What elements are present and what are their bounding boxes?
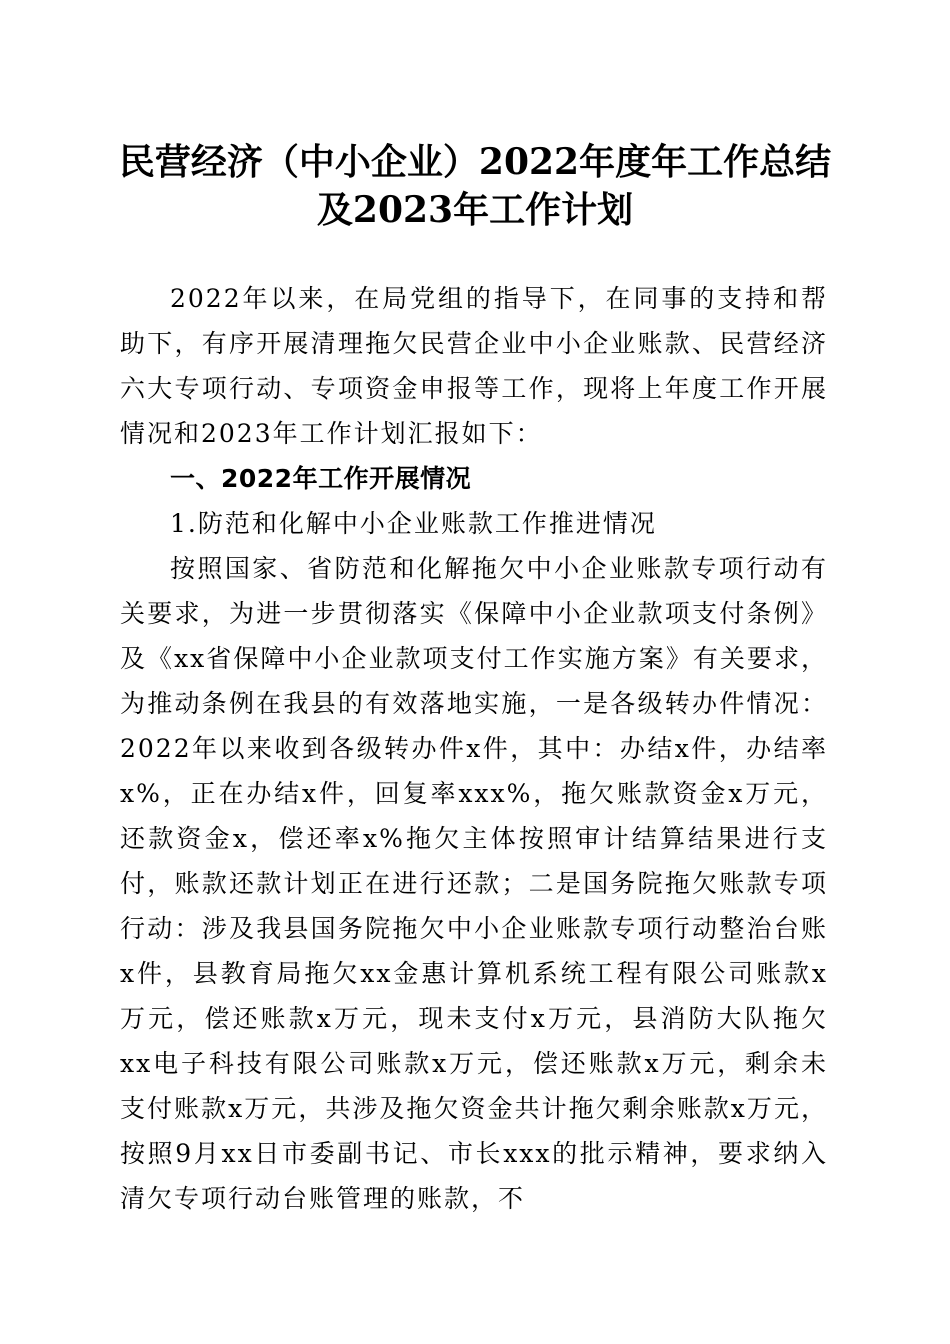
document-body: [120, 276, 828, 1221]
section-heading: 一、2022年工作开展情况: [170, 464, 472, 493]
title-line-1: 民营经济（中小企业）2022年度年工作总结: [118, 141, 832, 183]
title-line-2: 及2023年工作计划: [316, 189, 634, 231]
subsection-heading: 1.防范和化解中小企业账款工作推进情况: [170, 509, 657, 538]
document-title: [110, 138, 840, 234]
intro-paragraph: 2022年以来，在局党组的指导下，在同事的支持和帮助下，有序开展清理拖欠民营企业中小企业账款、民营经济六大专项行动、专项资金申报等工作，现将上年度工作开展情况和2023年工作计划汇报如下：: [120, 284, 828, 448]
body-paragraph: 按照国家、省防范和化解拖欠中小企业账款专项行动有关要求，为进一步贯彻落实《保障中小企业款项支付条例》及《xx省保障中小企业款项支付工作实施方案》有关要求，为推动条例在我县的有效落地实施，一是各级转办件情况：2022年以来收到各级转办件x件，其中：办结x件，办结率x%，正在办结x件，回复率xxx%，拖欠账款资金x万元，还款资金x，偿还率x%拖欠主体按照审计结算结果进行支付，账款还款计划正在进行还款；二是国务院拖欠账款专项行动：涉及我县国务院拖欠中小企业账款专项行动整治台账x件，县教育局拖欠xx金惠计算机系统工程有限公司账款x万元，偿还账款x万元，现未支付x万元，县消防大队拖欠xx电子科技有限公司账款x万元，偿还账款x万元，剩余未支付账款x万元，共涉及拖欠资金共计拖欠剩余账款x万元，按照9月xx日市委副书记、市长xxx的批示精神，要求纳入清欠专项行动台账管理的账款，不: [120, 554, 828, 1213]
